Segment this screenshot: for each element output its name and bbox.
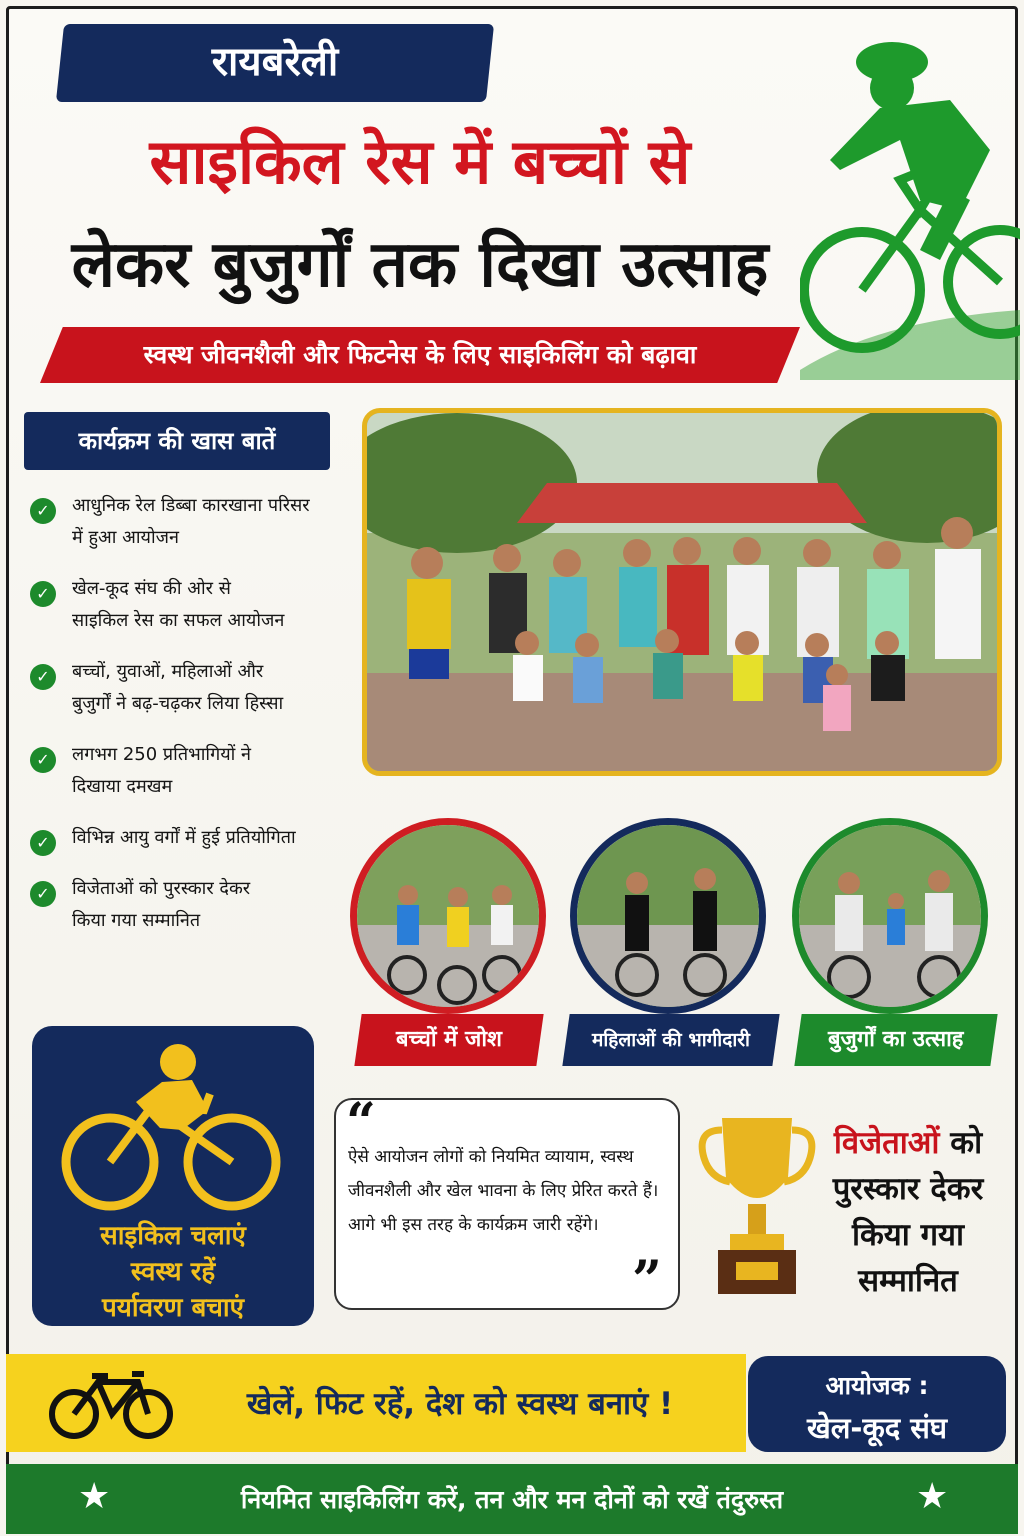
highlights-list bbox=[30, 490, 350, 956]
list-item bbox=[30, 656, 350, 720]
winners-word: विजेताओं bbox=[833, 1125, 940, 1161]
green-cyclist-icon bbox=[800, 20, 1020, 380]
highlights-header bbox=[24, 412, 330, 470]
list-item-text: किया गया सम्मानित bbox=[72, 910, 201, 931]
quote-close-icon: ” bbox=[632, 1250, 662, 1311]
check-icon: ✓ bbox=[30, 664, 56, 690]
winners-text bbox=[818, 1120, 998, 1304]
headline-line-1: साइकिल रेस में बच्चों से bbox=[149, 125, 691, 198]
group-photo bbox=[362, 408, 1002, 776]
women-cycling-photo bbox=[570, 818, 766, 1014]
tag-elderly bbox=[794, 1014, 997, 1066]
quote-open-icon: “ bbox=[346, 1092, 376, 1153]
winners-line-4: सम्मानित bbox=[858, 1263, 958, 1299]
check-icon: ✓ bbox=[30, 881, 56, 907]
list-item bbox=[30, 822, 350, 854]
list-item-text: खेल-कूद संघ की ओर से bbox=[72, 578, 231, 599]
organizer-box bbox=[748, 1356, 1006, 1452]
list-item bbox=[30, 873, 350, 937]
check-icon: ✓ bbox=[30, 498, 56, 524]
tag-elderly-label: बुजुर्गों का उत्साह bbox=[828, 1027, 964, 1052]
city-name: रायबरेली bbox=[211, 39, 339, 85]
cyclist-icon bbox=[32, 1032, 314, 1222]
list-item-text: विजेताओं को पुरस्कार देकर bbox=[72, 878, 251, 899]
star-icon: ★ bbox=[916, 1476, 949, 1517]
subtitle-text: स्वस्थ जीवनशैली और फिटनेस के लिए साइकिलिंग को बढ़ावा bbox=[143, 340, 697, 369]
check-icon: ✓ bbox=[30, 830, 56, 856]
slogan-line-3: पर्यावरण बचाएं bbox=[102, 1293, 244, 1323]
check-icon: ✓ bbox=[30, 581, 56, 607]
slogan-line-1: साइकिल चलाएं bbox=[100, 1221, 246, 1251]
list-item-text: दिखाया दमखम bbox=[72, 776, 173, 797]
motto-text: खेलें, फिट रहें, देश को स्वस्थ बनाएं ! bbox=[246, 1386, 674, 1422]
children-cycling-photo bbox=[350, 818, 546, 1014]
winners-line-3: किया गया bbox=[851, 1217, 965, 1253]
organizer-name: खेल-कूद संघ bbox=[807, 1411, 947, 1445]
slogan-text bbox=[32, 1218, 314, 1326]
slogan-line-2: स्वस्थ रहें bbox=[130, 1257, 216, 1287]
organizer-label: आयोजक : bbox=[825, 1371, 929, 1400]
list-item-text: बुजुर्गों ने बढ़-चढ़कर लिया हिस्सा bbox=[72, 693, 284, 714]
list-item bbox=[30, 739, 350, 803]
footer-text: नियमित साइकिलिंग करें, तन और मन दोनों को रखें तंदुरुस्त bbox=[240, 1485, 784, 1514]
tag-children bbox=[354, 1014, 543, 1066]
tag-women bbox=[562, 1014, 779, 1066]
list-item bbox=[30, 573, 350, 637]
list-item-text: में हुआ आयोजन bbox=[72, 527, 180, 548]
highlights-title: कार्यक्रम की खास बातें bbox=[78, 427, 276, 455]
star-icon: ★ bbox=[78, 1476, 111, 1517]
winners-line-2: पुरस्कार देकर bbox=[832, 1171, 984, 1207]
trophy-icon bbox=[696, 1108, 818, 1298]
list-item-text: विभिन्न आयु वर्गों में हुई प्रतियोगिता bbox=[72, 827, 296, 848]
list-item-text: साइकिल रेस का सफल आयोजन bbox=[72, 610, 285, 631]
tag-women-label: महिलाओं की भागीदारी bbox=[592, 1029, 750, 1051]
tag-children-label: बच्चों में जोश bbox=[396, 1027, 502, 1052]
bicycle-icon bbox=[46, 1370, 176, 1440]
elderly-cycling-photo bbox=[792, 818, 988, 1014]
winners-rest: को bbox=[939, 1125, 983, 1161]
list-item-text: बच्चों, युवाओं, महिलाओं और bbox=[72, 661, 264, 682]
quote-text: ऐसे आयोजन लोगों को नियमित व्यायाम, स्वस्थ जीवनशैली और खेल भावना के लिए प्रेरित करते हैं। आगे भी इस तरह के कार्यक्रम जारी रहेंगे। bbox=[348, 1147, 659, 1235]
list-item bbox=[30, 490, 350, 554]
list-item-text: लगभग 250 प्रतिभागियों ने bbox=[72, 744, 252, 765]
check-icon: ✓ bbox=[30, 747, 56, 773]
headline-line-2: लेकर बुजुर्गों तक दिखा उत्साह bbox=[71, 228, 769, 302]
list-item-text: आधुनिक रेल डिब्बा कारखाना परिसर bbox=[72, 495, 310, 516]
